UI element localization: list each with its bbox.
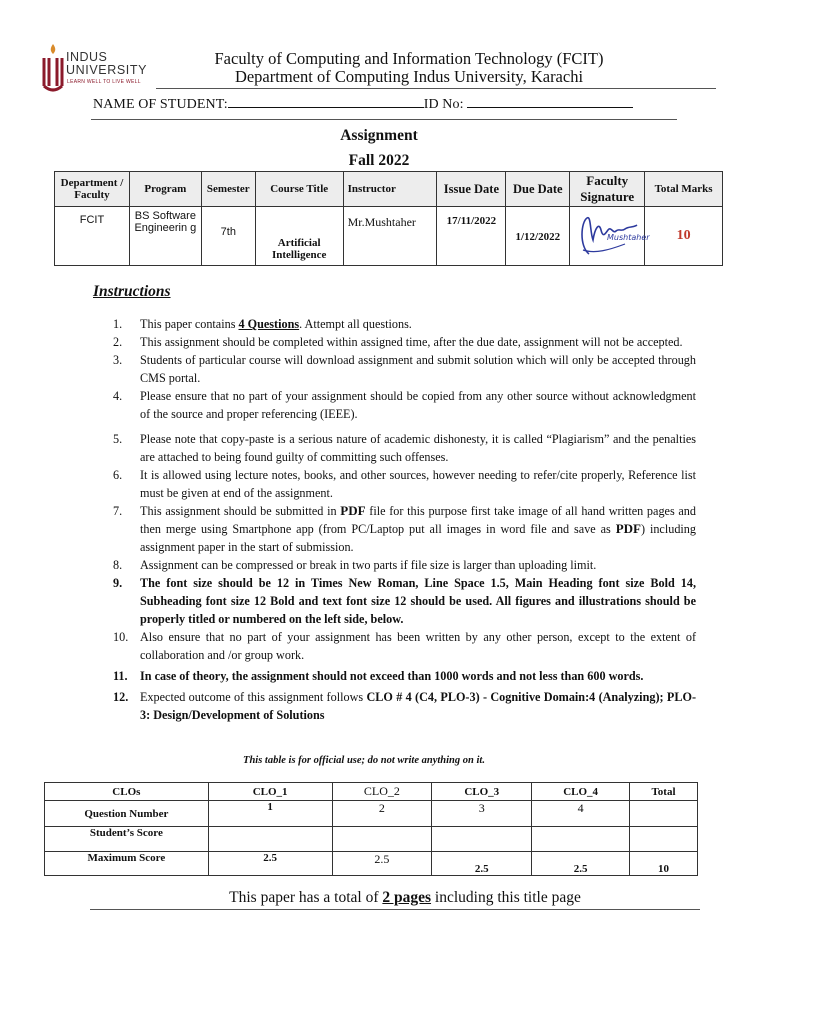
signature-text: Mushtaher [607,233,650,242]
logo-line2: UNIVERSITY [66,63,148,77]
instruction-item: 7. This assignment should be submitted in PDF file for this purpose first take image of all hand written pages and then merge using Smartphone app (from PC/Laptop put all images in word file and save as PDF) including assignment paper in the start of submission. [113,503,696,554]
header-semester: Semester [201,172,255,207]
question-number-2: 2 [332,801,432,827]
header-instructor: Instructor [343,172,437,207]
instruction-item: 9. The font size should be 12 in Times New Roman, Line Space 1.5, Main Heading font size Bold 14, Subheading font size 12 Bold and text font size 12 should be used. All figures and illustrations should be properly titled or numbered on the left side, below. [113,576,696,626]
logo-tagline: LEARN WELL TO LIVE WELL [67,79,141,85]
header-program: Program [129,172,201,207]
question-number-total [630,801,698,827]
header-due-date: Due Date [506,172,570,207]
instruction-item: 10. Also ensure that no part of your assignment has been written by any other person, except to the extent of collaboration and /or group work. [113,630,696,662]
department-name: Department of Computing Indus University, Karachi [234,67,584,86]
cell-program: BS Software Engineerin g [129,207,201,266]
faculty-heading [0,50,818,86]
assignment-term: Fall 2022 [348,152,410,169]
assignment-title: Assignment [340,127,418,144]
student-score-cell [332,827,432,852]
clo-student-score-row [45,827,698,852]
logo-line1: INDUS [66,50,108,64]
question-number-1: 1 [208,801,332,827]
course-info-header-row [55,172,723,207]
student-score-label: Student’s Score [45,827,209,852]
clo-question-row [45,801,698,827]
instruction-item: 6. It is allowed using lecture notes, books, and other sources, however needing to refer/cite properly, Reference list must be given at end of the assignment. [113,468,696,500]
header-department: Department / Faculty [55,172,130,207]
student-name-label: NAME OF STUDENT: [93,97,228,112]
instruction-item: 2. This assignment should be completed within assigned time, after the due date, assignment will not be accepted. [113,335,683,349]
clo-header-4: CLO_4 [532,783,630,801]
instruction-item: 8. Assignment can be compressed or break in two parts if file size is larger than uploading limit. [113,558,597,572]
faculty-name: Faculty of Computing and Information Technology (FCIT) [214,49,604,68]
question-number-4: 4 [532,801,630,827]
page-count-note: This paper has a total of 2 pages including this title page [229,889,581,906]
instruction-item: 11. In case of theory, the assignment should not exceed than 1000 words and not less than 600 words. [113,669,644,683]
cell-total-marks: 10 [645,207,723,266]
course-info-row [55,207,723,266]
faculty-signature-image [573,210,650,262]
clo-header-3: CLO_3 [432,783,532,801]
student-score-cell [432,827,532,852]
clo-header-2: CLO_2 [332,783,432,801]
cell-issue-date: 17/11/2022 [437,207,506,266]
course-info-table [54,171,723,266]
cell-due-date: 1/12/2022 [506,207,570,266]
clo-max-score-row [45,852,698,876]
header-course-title: Course Title [255,172,343,207]
clo-header-row [45,783,698,801]
question-number-3: 3 [432,801,532,827]
max-score-3: 2.5 [432,852,532,876]
max-score-2: 2.5 [332,852,432,876]
student-score-cell [630,827,698,852]
question-number-label: Question Number [45,801,209,827]
instruction-item: 12. Expected outcome of this assignment follows CLO # 4 (C4, PLO-3) - Cognitive Domain:4 (Analyzing); PLO-3: Design/Development of Solutions [113,690,697,722]
max-score-total: 10 [630,852,698,876]
clo-header-total: Total [630,783,698,801]
header-issue-date: Issue Date [437,172,506,207]
student-id-label: ID No: [423,97,464,112]
cell-faculty-signature [570,207,650,266]
cell-department: FCIT [55,207,130,266]
student-info-line [93,96,633,113]
instruction-item: 3. Students of particular course will download assignment and submit solution which will only be accepted through CMS portal. [113,353,696,385]
clo-header-label: CLOs [45,783,209,801]
footer-divider [90,909,700,910]
instruction-item: 1. This paper contains 4 Questions. Attempt all questions. [113,317,412,331]
student-id-field[interactable] [467,96,633,108]
header-faculty-signature: Faculty Signature [570,172,645,207]
student-name-field[interactable] [228,96,424,108]
clo-header-1: CLO_1 [208,783,332,801]
instructions-heading: Instructions [93,283,171,300]
student-score-cell [208,827,332,852]
max-score-label: Maximum Score [45,852,209,876]
cell-course-title: Artificial Intelligence [255,207,343,266]
official-use-note: This table is for official use; do not write anything on it. [243,755,485,766]
max-score-1: 2.5 [208,852,332,876]
student-divider [91,119,677,120]
header-total-marks: Total Marks [645,172,723,207]
student-score-cell [532,827,630,852]
header-divider [156,88,716,89]
cell-semester: 7th [201,207,255,266]
instructions-list [113,315,696,724]
max-score-4: 2.5 [532,852,630,876]
instruction-item: 5. Please note that copy-paste is a serious nature of academic dishonesty, it is called “Plagiarism” and the penalties are attached to being found guilty of committing such offenses. [113,432,696,464]
clo-table [44,782,698,876]
instruction-item: 4. Please ensure that no part of your assignment should be copied from any other source without acknowledgment of the source and proper referencing (IEEE). [113,389,696,421]
cell-instructor: Mr.Mushtaher [343,207,437,266]
